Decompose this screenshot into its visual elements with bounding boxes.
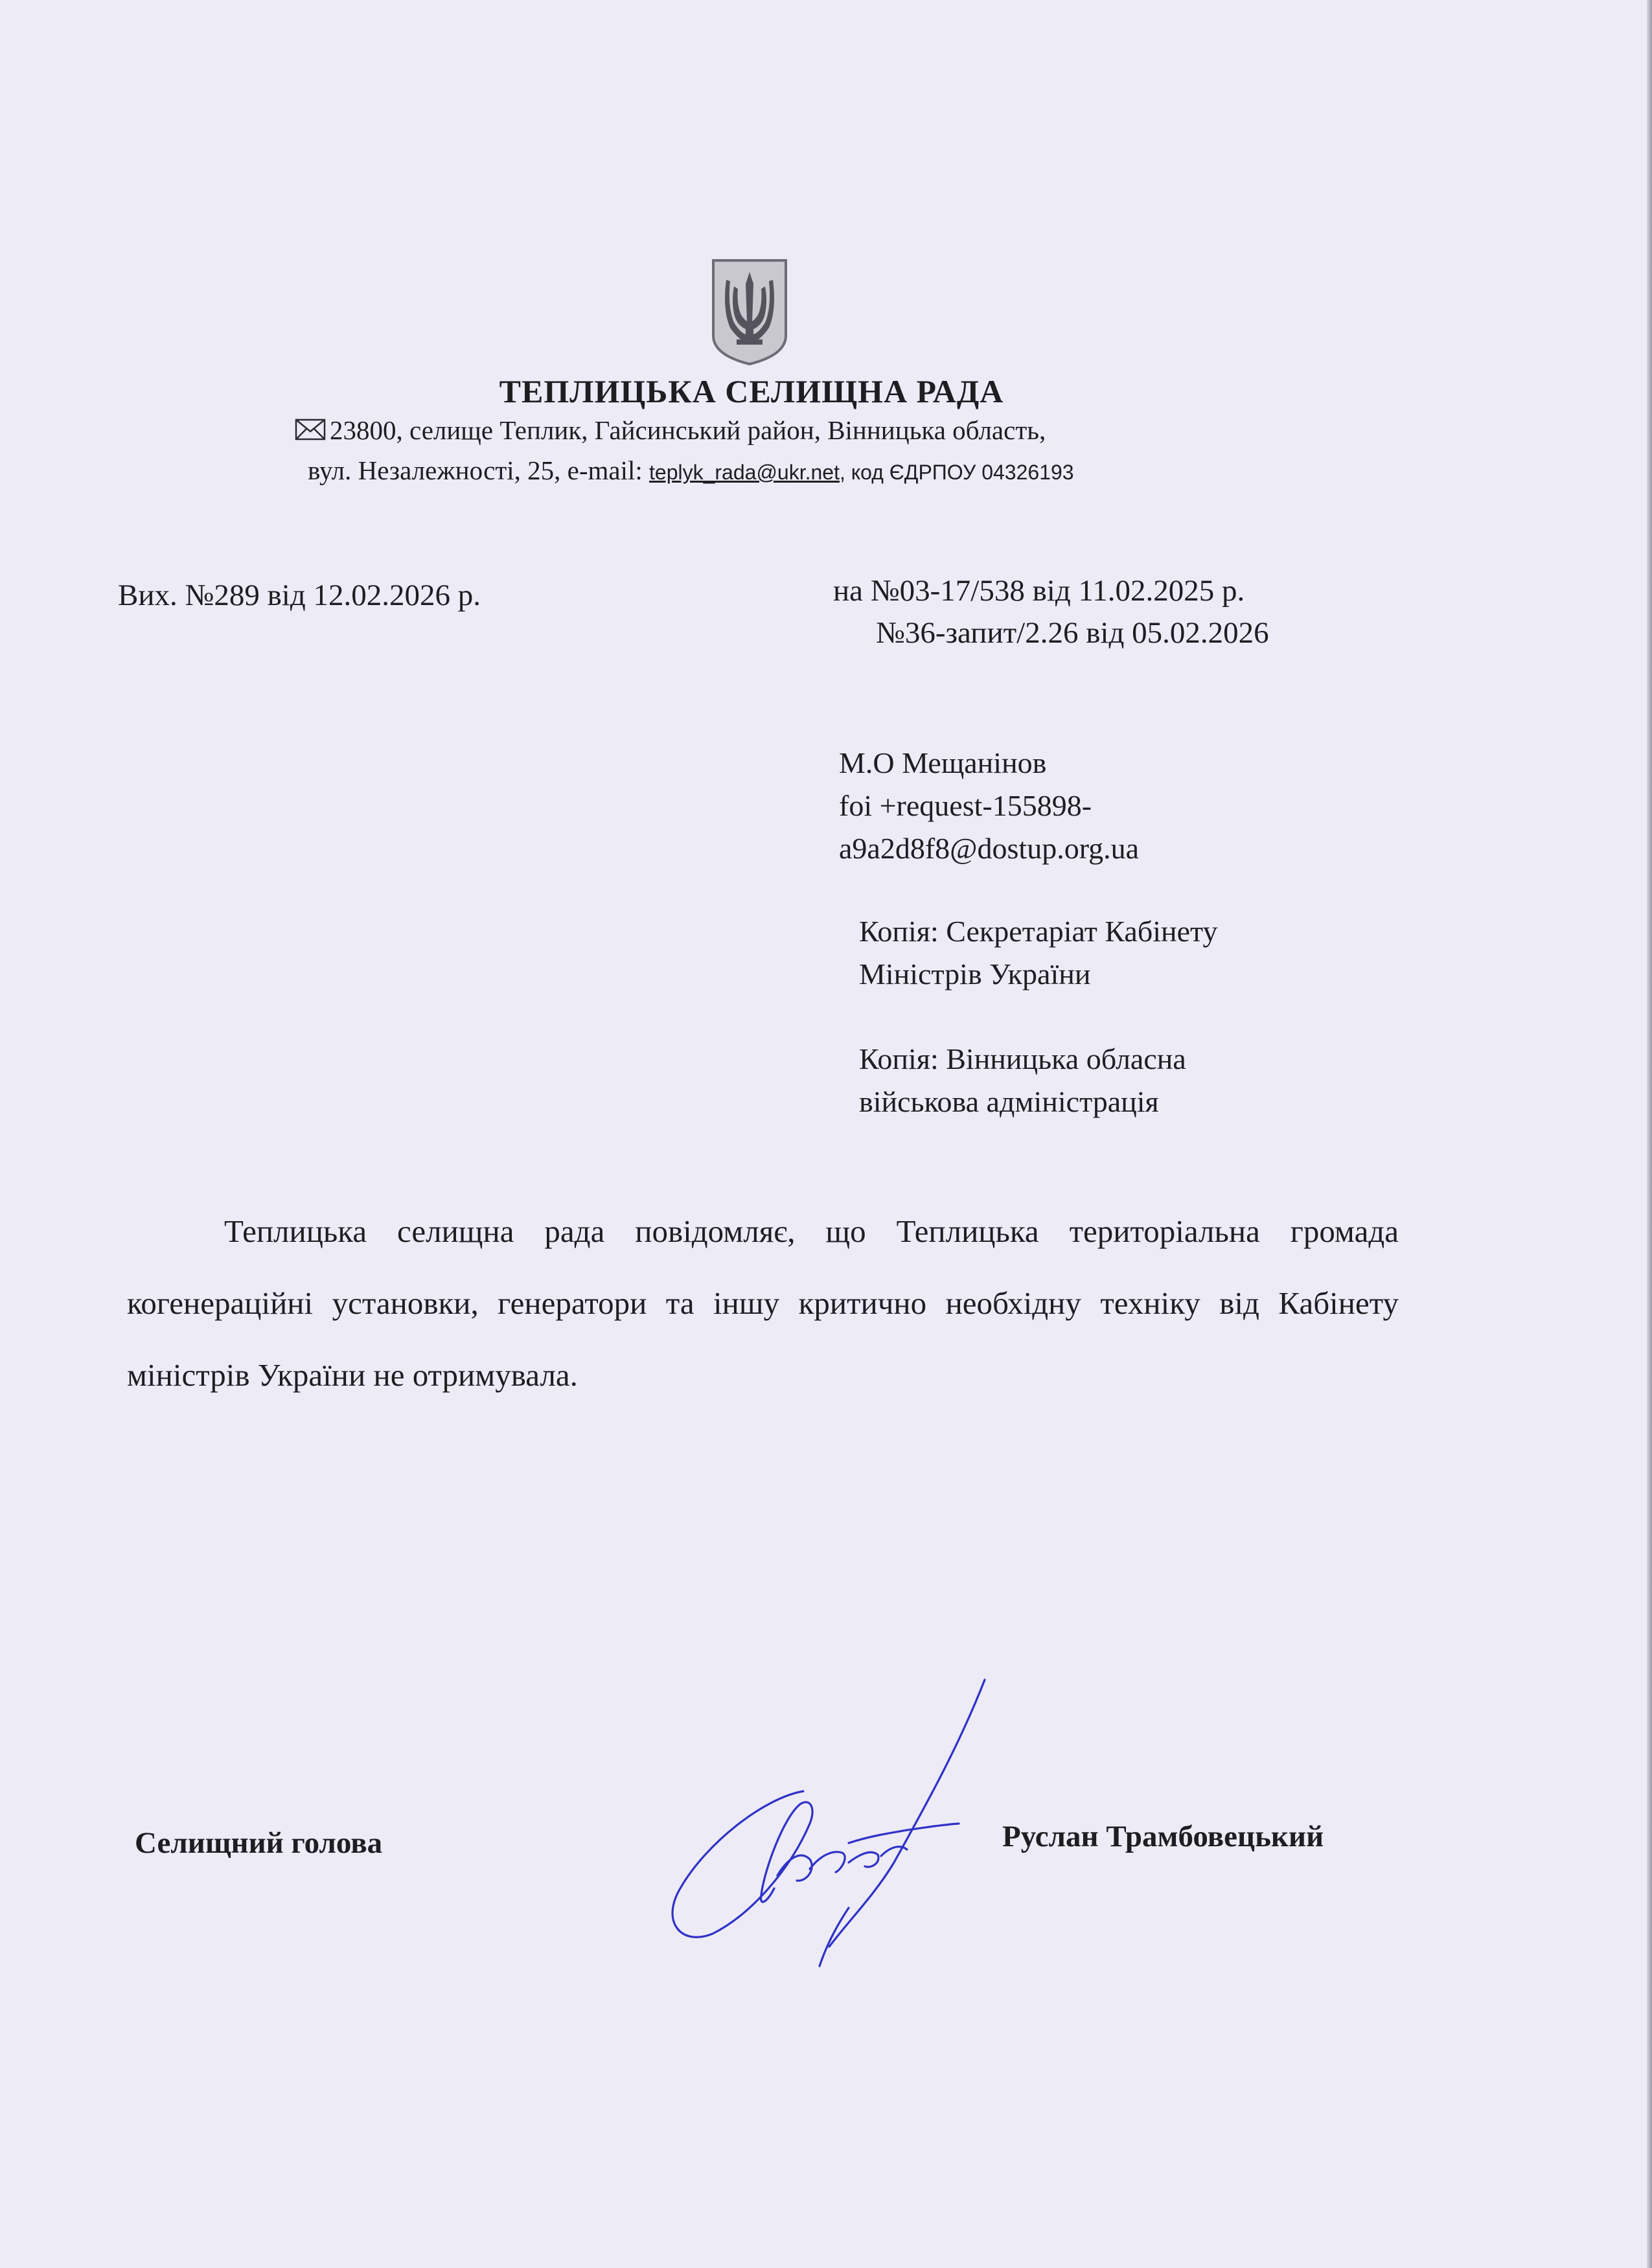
address-text-2: вул. Незалежності, 25, е-mail: bbox=[308, 455, 649, 485]
recipient-email-line-1: foi +request-155898- bbox=[839, 789, 1092, 822]
signatory-title: Селищний голова bbox=[135, 1826, 383, 1860]
copy2-line-1: Копія: Вінницька обласна bbox=[859, 1042, 1186, 1075]
edrpou-code: , код ЄДРПОУ 04326193 bbox=[839, 461, 1074, 484]
address-line-1 bbox=[295, 415, 1046, 446]
recipient-block bbox=[839, 742, 1139, 870]
copy2-line-2: військова адміністрація bbox=[859, 1085, 1159, 1118]
trident-coat-of-arms-icon bbox=[711, 258, 788, 367]
address-text-1: 23800, селище Теплик, Гайсинський район, Вінницька область, bbox=[330, 415, 1046, 445]
copy-recipient-2 bbox=[859, 1038, 1186, 1123]
recipient-email-line-2: a9a2d8f8@dostup.org.ua bbox=[839, 832, 1140, 865]
copy-recipient-1 bbox=[859, 910, 1218, 996]
outgoing-number: Вих. №289 від 12.02.2026 р. bbox=[118, 578, 481, 612]
copy1-line-2: Міністрів України bbox=[859, 957, 1091, 991]
envelope-icon bbox=[295, 418, 326, 441]
incoming-reference-2: №36-запит/2.26 від 05.02.2026 bbox=[876, 616, 1269, 650]
signatory-name: Руслан Трамбовецький bbox=[1002, 1820, 1324, 1853]
address-line-2 bbox=[308, 455, 1074, 486]
letter-body-paragraph: Теплицька селищна рада повідомляє, що Теплицька територіальна громада когенераційні установки, генератори та іншу критично необхідну техніку від Кабінету міністрів України не отримувала. bbox=[127, 1213, 1399, 1393]
incoming-reference-1: на №03-17/538 від 11.02.2025 р. bbox=[833, 574, 1245, 608]
organization-email-link[interactable]: teplyk_rada@ukr.net bbox=[649, 461, 840, 484]
copy1-line-1: Копія: Секретаріат Кабінету bbox=[859, 915, 1218, 948]
handwritten-signature bbox=[654, 1675, 1017, 1973]
organization-name: ТЕПЛИЦЬКА СЕЛИЩНА РАДА bbox=[499, 373, 1004, 409]
recipient-name: М.О Мещанінов bbox=[839, 746, 1047, 779]
scan-edge bbox=[1647, 0, 1652, 2268]
